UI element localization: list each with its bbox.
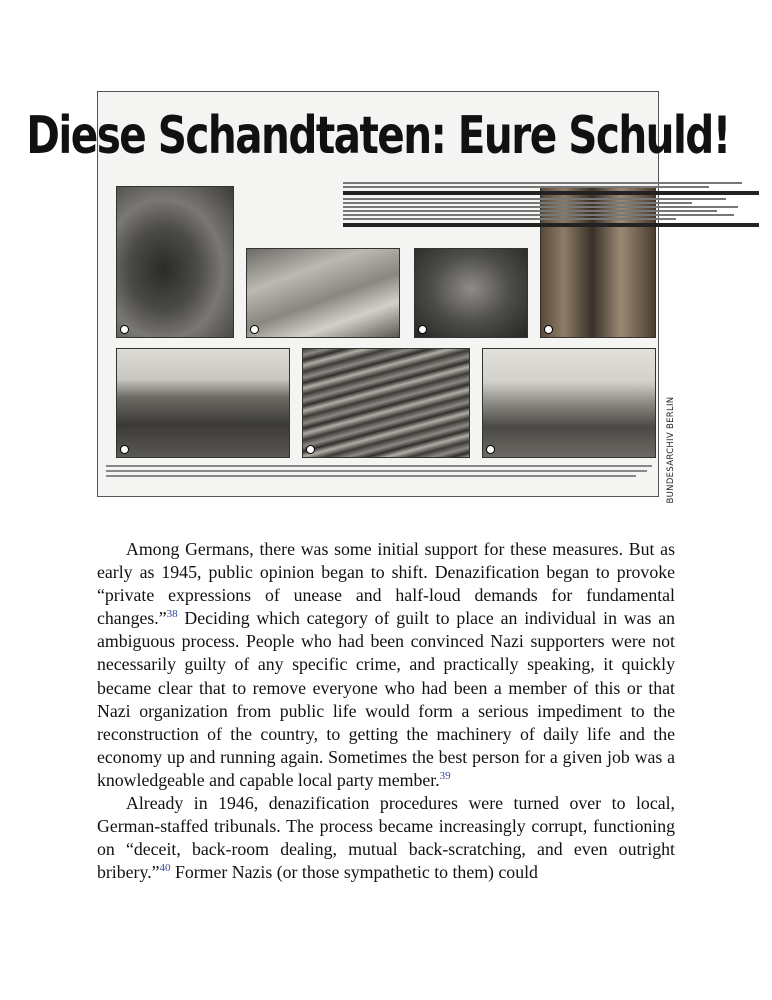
poster-text	[343, 180, 759, 242]
paragraph-text: Former Nazis (or those sympathetic to them) could	[170, 862, 538, 883]
body-paragraph	[97, 538, 675, 792]
footnote-reference[interactable]: 38	[166, 608, 178, 621]
paragraph-text: Deciding which category of guilt to place an individual in was an ambiguous process. People who had been convinced Nazi supporters were not necessarily guilty of any specific crime, and practically speaking, it quickly became clear that to remove everyone who had been a member of this or that Nazi organization from public life would form a serious impediment to the reconstruction of the country, to getting the machinery of daily life and the economy up and running again. Sometimes the best person for a given job was a knowledgeable and capable local party member.	[97, 608, 675, 790]
footnote-reference[interactable]: 39	[439, 770, 451, 783]
body-text	[97, 538, 675, 884]
image-credit: BUNDESARCHIV BERLIN	[666, 396, 676, 504]
poster-caption	[106, 462, 652, 488]
poster-photo	[482, 348, 656, 458]
poster-photo	[302, 348, 470, 458]
paragraph-text: Among Germans, there was some initial support for these measures. But as early as 1945, public opinion began to shift. Denazification began to provoke “private expressions of unease and half-loud demands for fundamental changes.”	[97, 539, 675, 629]
poster-headline: Diese Schandtaten: Eure Schuld!	[26, 106, 730, 166]
footnote-reference[interactable]: 40	[159, 862, 171, 875]
body-paragraph	[97, 792, 675, 884]
poster-photo	[116, 348, 290, 458]
poster-photo	[414, 248, 528, 338]
poster-photo	[246, 248, 400, 338]
paragraph-text: Already in 1946, denazification procedures were turned over to local, German-staffed tribunals. The process became increasingly corrupt, functioning on “deceit, back-room dealing, mutual back-scratching, and even outright bribery.”	[97, 793, 675, 883]
poster-photo	[116, 186, 234, 338]
